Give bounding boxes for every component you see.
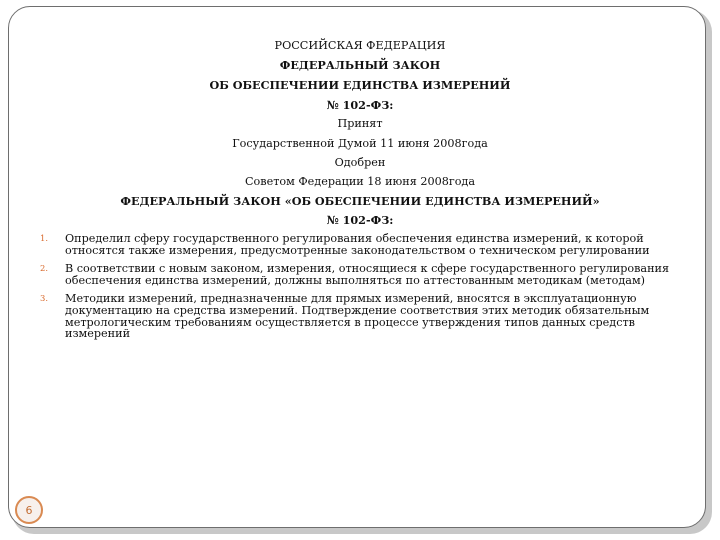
list-item-number: 1. — [40, 233, 48, 243]
list-item-number: 3. — [40, 293, 48, 304]
provisions-list — [40, 233, 680, 347]
list-item-text: В соответствии с новым законом, измерения, относящиеся к сфере государственного регулирования обеспечения единства измерений, должны выполняться по аттестованным методикам (методам) — [65, 262, 670, 287]
law-number-heading: № 102-ФЗ: — [326, 98, 394, 112]
adopted-by: Государственной Думой 11 июня 2008года — [232, 137, 488, 150]
approved-label: Одобрен — [334, 156, 386, 169]
approved-by: Советом Федерации 18 июня 2008года — [245, 175, 475, 188]
list-item — [40, 293, 680, 339]
list-item-text: Определил сферу государственного регулирования обеспечения единства измерений, к которой относятся также измерения, предусмотренные законодательством о техническом регулировании — [65, 232, 650, 257]
list-item-text: Методики измерений, предназначенные для прямых измерений, вносятся в эксплуатационную документацию на средства измерений. Подтверждение соответствия этих методик обязательным метрологическим требованиям осуществляется в процессе утверждения типов данных средств измерений — [65, 292, 650, 341]
slide-number-badge — [15, 496, 43, 524]
list-item — [40, 233, 680, 256]
list-item — [40, 263, 680, 286]
list-item-number: 2. — [40, 263, 48, 274]
law-title-heading: ОБ ОБЕСПЕЧЕНИИ ЕДИНСТВА ИЗМЕРЕНИЙ — [209, 78, 511, 92]
federation-heading: РОССИЙСКАЯ ФЕДЕРАЦИЯ — [274, 39, 446, 52]
full-title-heading: ФЕДЕРАЛЬНЫЙ ЗАКОН «ОБ ОБЕСПЕЧЕНИИ ЕДИНСТВА ИЗМЕРЕНИЙ» — [120, 194, 600, 208]
law-type-heading: ФЕДЕРАЛЬНЫЙ ЗАКОН — [279, 58, 441, 72]
slide-number: 6 — [25, 503, 33, 517]
adopted-label: Принят — [337, 117, 383, 130]
full-number-heading: № 102-ФЗ: — [326, 213, 394, 227]
